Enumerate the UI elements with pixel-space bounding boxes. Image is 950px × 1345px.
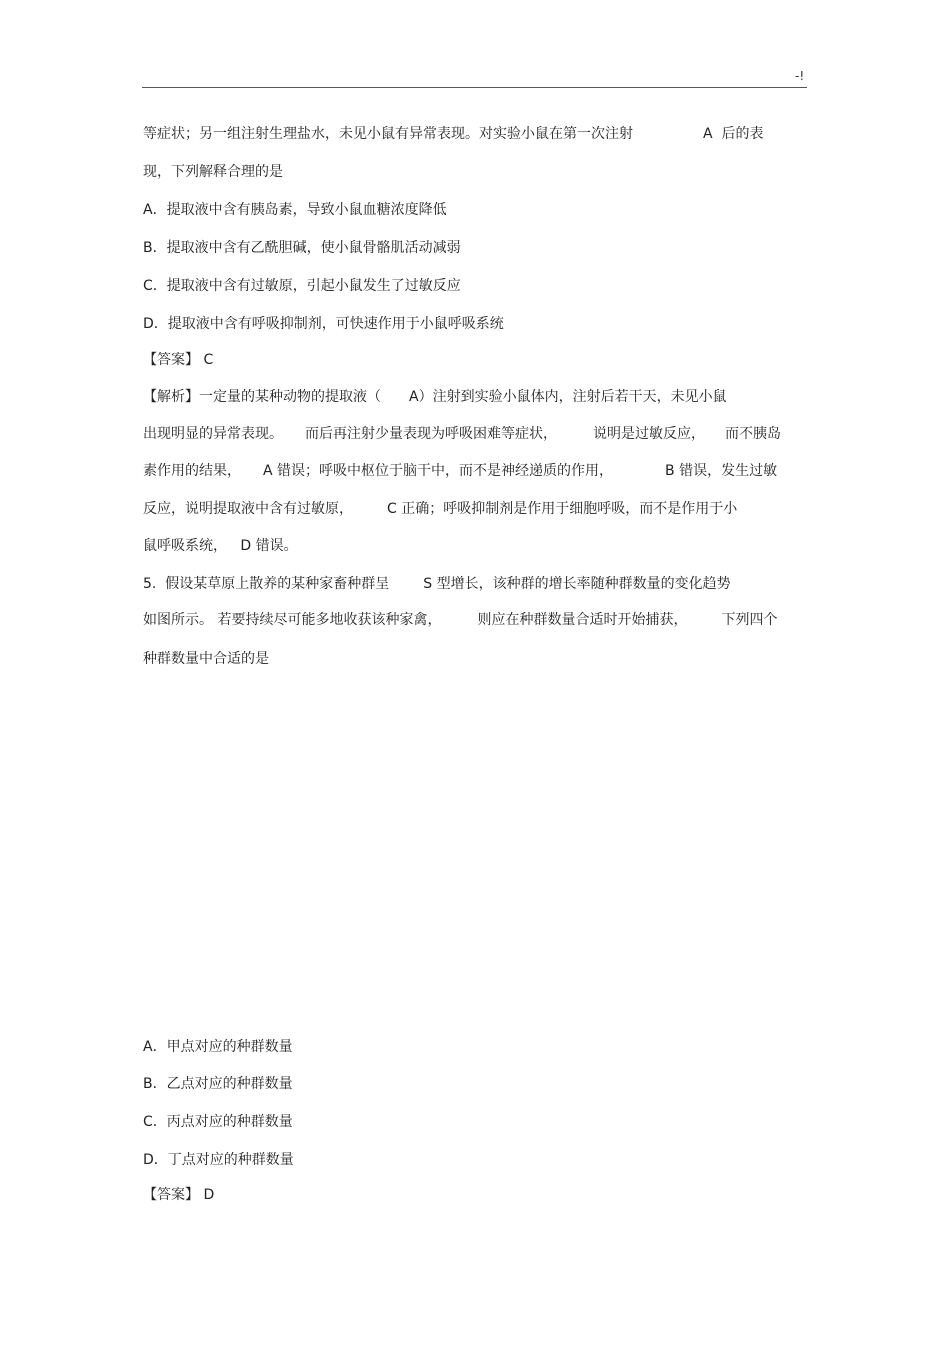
q5-stem-text-2b: 则应在种群数量合适时开始捕获， <box>477 612 688 628</box>
q5-stem-text-1a: 5. 假设某草原上散养的某种家畜种群呈 <box>143 576 390 592</box>
q4-stem-text-b: A 后的表 <box>703 126 764 142</box>
q5-answer-value: D <box>203 1187 215 1203</box>
q4-analysis-text-3c: B 错误，发生过敏 <box>665 463 778 479</box>
q4-analysis-text-2d: 而不胰岛 <box>725 426 781 442</box>
header-rule <box>142 87 807 88</box>
q5-stem-text-2c: 下列四个 <box>721 612 778 628</box>
q4-analysis-text-3a: 素作用的结果， <box>143 463 241 479</box>
q4-analysis-line-5: 鼠呼吸系统， D 错误。 <box>143 538 298 554</box>
q5-stem-line-3: 种群数量中合适的是 <box>143 651 269 667</box>
q5-answer-label: 【答案】 <box>143 1187 199 1203</box>
q4-analysis-line-4 <box>143 499 737 519</box>
q4-stem-line-2: 现，下列解释合理的是 <box>143 164 283 180</box>
q4-analysis-text-1b: A）注射到实验小鼠体内，注射后若干天，未见小鼠 <box>409 389 727 405</box>
q5-stem-text-2a: 如图所示。 若要持续尽可能多地收获该种家禽， <box>143 612 442 628</box>
q4-analysis-text-3b: A 错误；呼吸中枢位于脑干中，而不是神经递质的作用， <box>263 463 614 479</box>
q5-option-a: A．甲点对应的种群数量 <box>143 1039 293 1055</box>
q4-analysis-line-1 <box>143 387 727 407</box>
q4-answer-label: 【答案】 <box>143 352 199 368</box>
q4-analysis-line-3 <box>143 461 777 481</box>
q4-analysis-line-2 <box>143 424 781 444</box>
q4-answer <box>143 350 213 370</box>
q5-stem-line-1 <box>143 574 731 594</box>
q4-option-a: A．提取液中含有胰岛素，导致小鼠血糖浓度降低 <box>143 202 447 218</box>
q4-analysis-text-4a: 反应，说明提取液中含有过敏原， <box>143 501 353 517</box>
q4-analysis-text-2a: 出现明显的异常表现。 <box>143 426 283 442</box>
q5-stem-text-1b: S 型增长，该种群的增长率随种群数量的变化趋势 <box>423 576 731 592</box>
q4-analysis-text-2b: 而后再注射少量表现为呼吸困难等症状， <box>305 426 557 442</box>
q4-analysis-text-1a: 【解析】一定量的某种动物的提取液（ <box>143 389 381 405</box>
q5-answer <box>143 1185 214 1205</box>
q5-stem-line-2 <box>143 610 777 630</box>
q4-analysis-text-4b: C 正确；呼吸抑制剂是作用于细胞呼吸，而不是作用于小 <box>387 501 738 517</box>
q4-option-d: D．提取液中含有呼吸抑制剂，可快速作用于小鼠呼吸系统 <box>143 316 504 332</box>
q4-stem-line-1 <box>143 124 763 144</box>
q4-option-c: C．提取液中含有过敏原，引起小鼠发生了过敏反应 <box>143 278 461 294</box>
header-mark: -! <box>795 69 805 83</box>
q4-option-b: B．提取液中含有乙酰胆碱，使小鼠骨骼肌活动减弱 <box>143 240 461 256</box>
q5-option-d: D．丁点对应的种群数量 <box>143 1152 294 1168</box>
q4-answer-value: C <box>203 352 214 368</box>
q4-analysis-text-2c: 说明是过敏反应， <box>593 426 705 442</box>
q5-option-b: B．乙点对应的种群数量 <box>143 1076 293 1092</box>
q4-stem-text-a: 等症状；另一组注射生理盐水，未见小鼠有异常表现。对实验小鼠在第一次注射 <box>143 126 633 142</box>
q5-option-c: C．丙点对应的种群数量 <box>143 1114 293 1130</box>
